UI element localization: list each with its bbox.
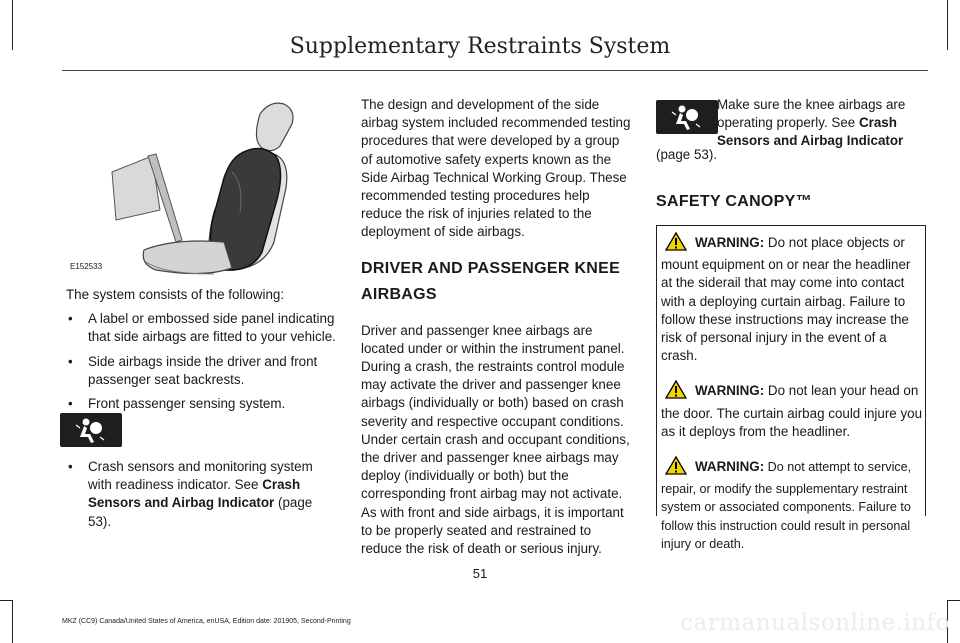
list-item: • A label or embossed side panel indicating that side airbags are fitted to your vehicle. <box>66 310 338 346</box>
seat-illustration <box>64 92 334 277</box>
warning-text: Do not lean your head on the door. The curtain airbag could injure you as it deploys from the headliner. <box>661 383 923 439</box>
list-item: • Front passenger sensing system. <box>66 395 338 413</box>
airbag-person-icon <box>60 413 122 447</box>
side-airbag-paragraph: The design and development of the side airbag system included recommended testing procedures that were developed by a group of automotive safety experts known as the Side Airbag Technical Working Group. These recommended testing procedures help reduce the risk of injuries related to the deployment of side airbags. <box>361 97 631 240</box>
component-list <box>66 310 338 413</box>
page-number: 51 <box>472 566 488 581</box>
warning-label: WARNING: <box>695 459 765 475</box>
airbag-person-icon <box>656 100 718 134</box>
section-heading: DRIVER AND PASSENGER KNEE AIRBAGS <box>361 259 621 303</box>
note-text: Make sure the knee airbags are operating properly. See <box>717 97 906 131</box>
crop-mark <box>12 600 13 643</box>
knee-airbag-paragraph: Driver and passenger knee airbags are located under or within the instrument panel. During a crash, the restraints control module may activate the driver and passenger knee airbags (individually or both) based on crash severity and respective occupant conditions. Under certain crash and occupant conditions, the driver and passenger knee airbags may deploy (individually or both) but the corresponding front airbag may not activate. As with front and side airbags, it is important to be properly seated and restrained to reduce the risk of death or serious injury. <box>361 322 630 557</box>
section-heading: SAFETY CANOPY™ <box>656 193 812 210</box>
warning-triangle-icon <box>665 232 687 256</box>
warning-item <box>661 456 923 553</box>
figure-code: E152533 <box>70 262 103 271</box>
list-item: • Side airbags inside the driver and front passenger seat backrests. <box>66 353 338 389</box>
warning-text: Do not place objects or mount equipment on or near the headliner at the siderail that may come into contact with a deploying curtain airbag. Failure to follow these instructions may increase the risk of personal injury in the event of a crash. <box>661 235 911 364</box>
xref-link[interactable]: Crash Sensors and Airbag Indicator <box>88 477 301 511</box>
airbag-indicator-badge <box>656 100 718 134</box>
warning-text: Do not attempt to service, repair, or modify the supplementary restraint system or associated components. Failure to follow this instruction could result in personal injury or death. <box>661 460 912 551</box>
airbag-indicator-badge <box>60 413 122 447</box>
crop-mark <box>947 600 960 601</box>
xref-link[interactable]: Crash Sensors and Airbag Indicator <box>717 115 904 149</box>
warning-item <box>661 380 923 441</box>
warning-list <box>661 232 923 553</box>
footer-text: MKZ (CC9) Canada/United States of America, enUSA, Edition date: 201905, Second-Printing <box>62 618 351 625</box>
warning-item <box>661 232 923 365</box>
warning-label: WARNING: <box>695 383 765 399</box>
warning-triangle-icon <box>665 456 687 480</box>
component-list-cont <box>66 458 338 531</box>
header-rule <box>62 70 928 71</box>
intro-text: The system consists of the following: <box>66 287 285 302</box>
column-2 <box>361 96 633 558</box>
note-page-ref: (page 53). <box>656 147 718 162</box>
page-title: Supplementary Restraints System <box>289 34 671 59</box>
crop-mark <box>0 600 12 601</box>
seat-airbag-figure <box>64 92 334 277</box>
list-item <box>66 458 338 531</box>
knee-airbag-note <box>717 96 923 151</box>
warning-label: WARNING: <box>695 235 765 250</box>
column-1 <box>66 286 338 413</box>
column-1-lower <box>66 458 338 531</box>
list-item-text: Crash sensors and monitoring system with readiness indicator. See <box>88 459 313 493</box>
warning-triangle-icon <box>665 380 687 404</box>
page-ref: (page 53). <box>88 495 313 529</box>
watermark: carmanualsonline.info <box>680 610 950 636</box>
